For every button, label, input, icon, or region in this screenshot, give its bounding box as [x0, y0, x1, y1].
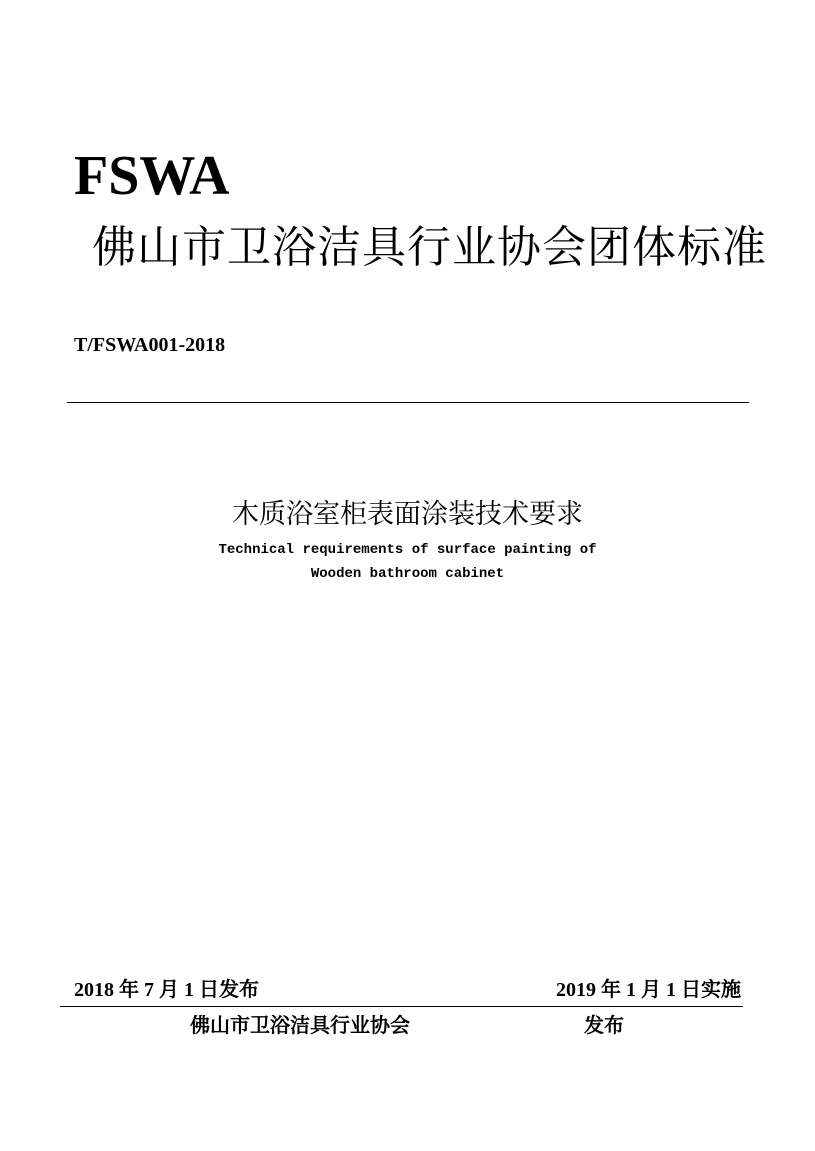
- effective-date: 2019 年 1 月 1 日实施: [556, 979, 741, 1001]
- bottom-divider: [60, 1006, 743, 1007]
- publish-label: 发布: [584, 1013, 624, 1037]
- document-title-chinese: 木质浴室柜表面涂装技术要求: [232, 499, 583, 530]
- org-code: FSWA: [74, 145, 230, 207]
- issue-date: 2018 年 7 月 1 日发布: [74, 979, 259, 1001]
- document-title-english-line1: Technical requirements of surface painting of: [218, 542, 597, 558]
- org-title: 佛山市卫浴洁具行业协会团体标准: [92, 222, 767, 273]
- top-divider: [67, 402, 749, 403]
- document-title-english-line2: Wooden bathroom cabinet: [310, 566, 505, 582]
- publisher-name: 佛山市卫浴洁具行业协会: [190, 1013, 410, 1037]
- standard-number: T/FSWA001-2018: [74, 334, 226, 356]
